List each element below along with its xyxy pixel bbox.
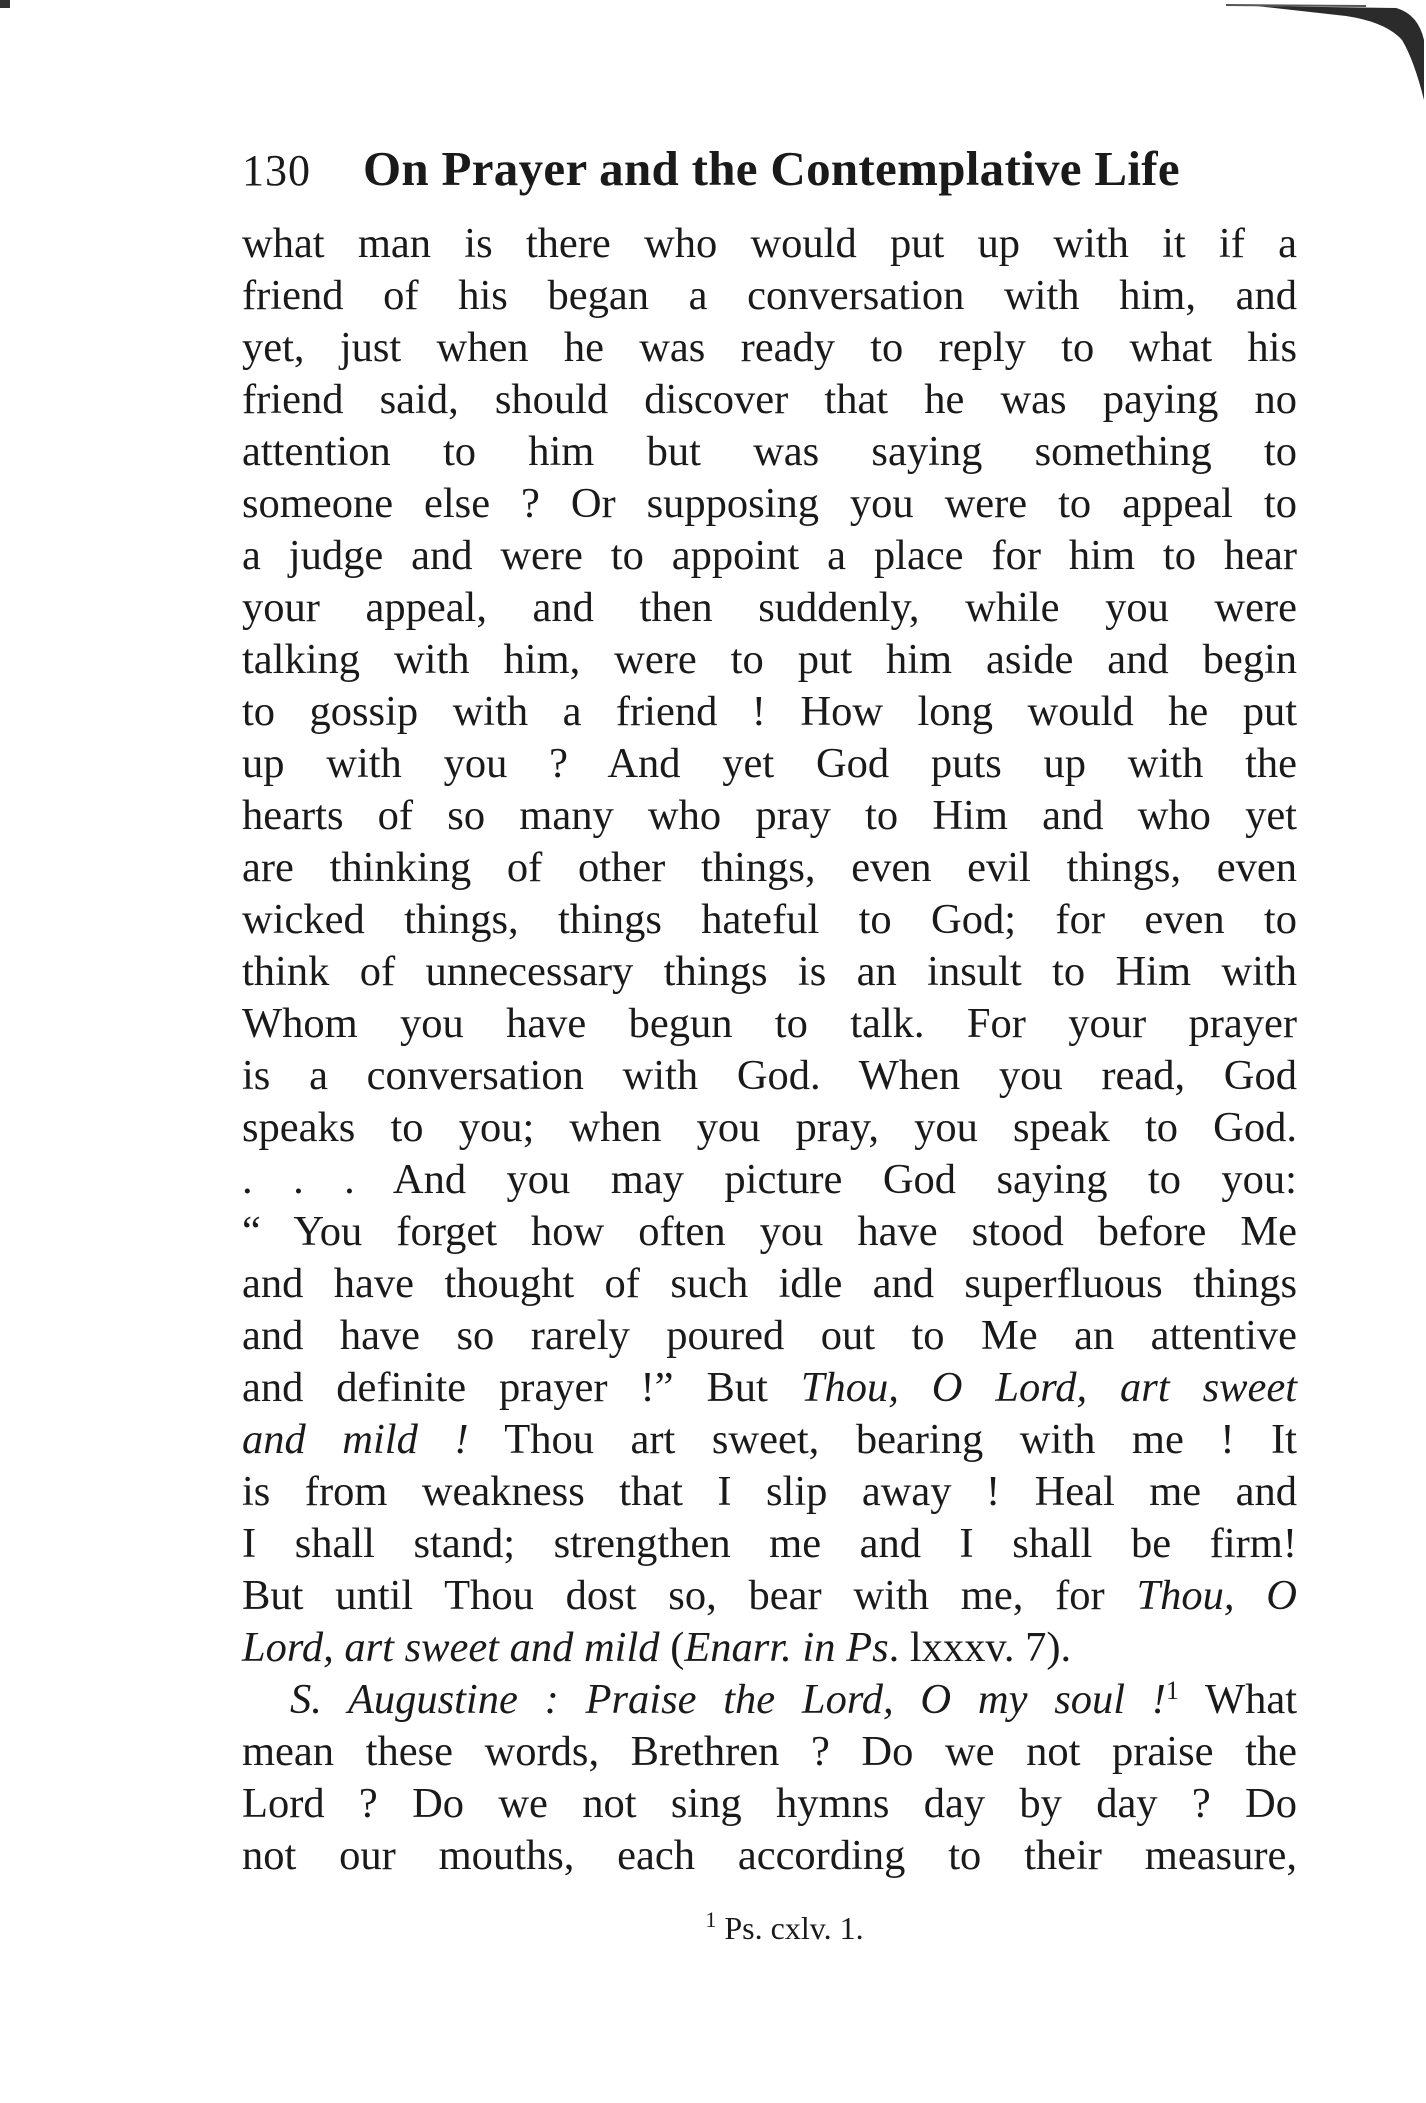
text-line: friend said, should discover that he was paying no xyxy=(242,376,1297,423)
footnote xyxy=(242,1907,1297,1947)
citation-work: Enarr. in Ps xyxy=(684,1624,889,1671)
text-line: friend of his began a conversation with him, and xyxy=(242,272,1297,319)
scan-page-curl xyxy=(1166,0,1426,110)
footnote-marker: 1 xyxy=(705,1907,717,1932)
text-line: and have thought of such idle and superfluous things xyxy=(242,1260,1297,1307)
running-title: On Prayer and the Contemplative Life xyxy=(363,141,1180,196)
footnote-text: Ps. cxlv. 1. xyxy=(716,1910,864,1946)
text-line: think of unnecessary things is an insult to Him with xyxy=(242,948,1297,995)
italic-quote: Thou, O Lord, art sweet xyxy=(800,1364,1298,1411)
text-line: “ You forget how often you have stood before Me xyxy=(242,1208,1297,1255)
text-line xyxy=(242,1674,1297,1726)
page-number: 130 xyxy=(242,146,311,195)
text-line: to gossip with a friend ! How long would he put xyxy=(242,688,1297,735)
italic-quote: Lord, art sweet and mild xyxy=(242,1624,660,1671)
text-line: and have so rarely poured out to Me an attentive xyxy=(242,1312,1297,1359)
italic-quote: Thou, O xyxy=(1136,1572,1297,1619)
page-header xyxy=(242,140,1297,212)
text-line xyxy=(242,1414,1297,1466)
italic-quote: and mild ! xyxy=(242,1416,469,1463)
text-segment: Thou art sweet, bearing with me ! It xyxy=(468,1416,1297,1463)
text-line: attention to him but was saying something to xyxy=(242,428,1297,475)
text-line xyxy=(242,1570,1297,1622)
citation-ref: . lxxxv. 7). xyxy=(888,1624,1072,1671)
text-line: speaks to you; when you pray, you speak to God. xyxy=(242,1104,1297,1151)
text-segment: What xyxy=(1178,1676,1297,1723)
text-line xyxy=(242,1362,1297,1414)
text-line: someone else ? Or supposing you were to appeal to xyxy=(242,480,1297,527)
text-line: wicked things, things hateful to God; for even to xyxy=(242,896,1297,943)
text-line: your appeal, and then suddenly, while you were xyxy=(242,584,1297,631)
text-line: talking with him, were to put him aside and begin xyxy=(242,636,1297,683)
text-line: . . . And you may picture God saying to you: xyxy=(242,1156,1297,1203)
text-line: what man is there who would put up with it if a xyxy=(242,220,1297,267)
text-segment: and definite prayer !” But xyxy=(242,1364,801,1411)
text-line xyxy=(242,1622,1297,1674)
text-line: up with you ? And yet God puts up with the xyxy=(242,740,1297,787)
text-line: are thinking of other things, even evil things, even xyxy=(242,844,1297,891)
text-line: a judge and were to appoint a place for him to hear xyxy=(242,532,1297,579)
book-page xyxy=(242,140,1297,1947)
footnote-ref: 1 xyxy=(1165,1676,1179,1705)
text-line: yet, just when he was ready to reply to what his xyxy=(242,324,1297,371)
scan-artifact-mark xyxy=(0,0,10,8)
text-line: is from weakness that I slip away ! Heal me and xyxy=(242,1468,1297,1515)
source-attribution: S. Augustine : Praise the Lord, O my soul ! xyxy=(290,1676,1166,1723)
text-line: hearts of so many who pray to Him and who yet xyxy=(242,792,1297,839)
text-segment: ( xyxy=(659,1624,685,1671)
text-line: I shall stand; strengthen me and I shall be firm! xyxy=(242,1520,1297,1567)
text-line: Whom you have begun to talk. For your prayer xyxy=(242,1000,1297,1047)
text-line: not our mouths, each according to their measure, xyxy=(242,1832,1297,1879)
text-line: mean these words, Brethren ? Do we not praise the xyxy=(242,1728,1297,1775)
text-line: is a conversation with God. When you read, God xyxy=(242,1052,1297,1099)
body-text xyxy=(242,218,1297,1882)
text-line: Lord ? Do we not sing hymns day by day ? Do xyxy=(242,1780,1297,1827)
text-segment: But until Thou dost so, bear with me, for xyxy=(242,1572,1137,1619)
